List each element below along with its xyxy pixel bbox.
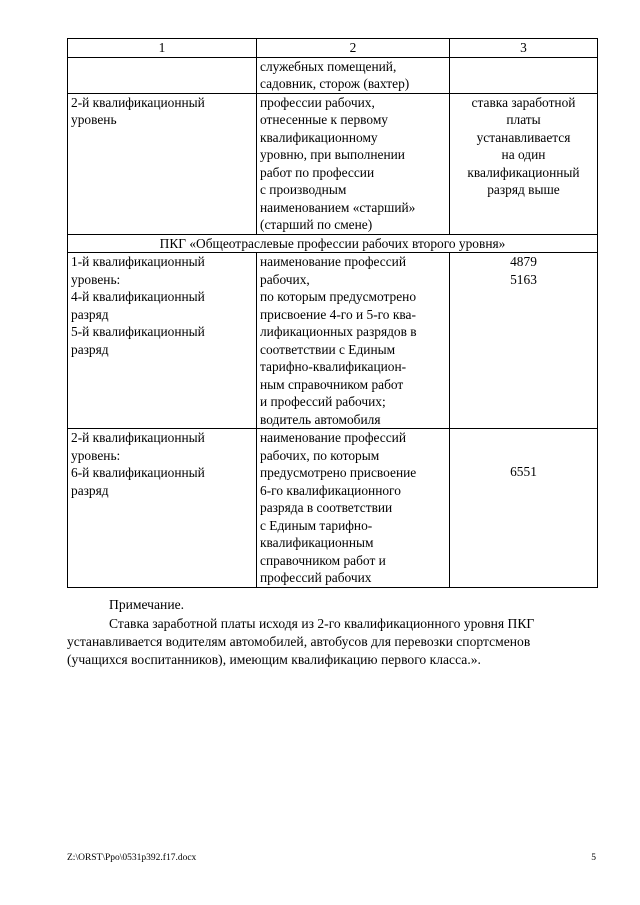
cell-line: 2-й квалификационный	[71, 94, 205, 110]
cell-line: 6-го квалификационного	[260, 482, 401, 498]
salary-value: 4879	[510, 254, 537, 269]
group-title-row	[68, 234, 598, 253]
salary-cell	[450, 253, 598, 429]
cell-line: разряд	[71, 482, 109, 498]
profession-cell	[257, 253, 450, 429]
note-title: Примечание.	[109, 597, 185, 612]
cell-line: служебных помещений,	[260, 58, 397, 74]
cell-line: садовник, сторож (вахтер)	[260, 76, 410, 91]
cell-line: разряда в соответствии	[260, 500, 393, 515]
cell-line: справочником работ и	[260, 552, 386, 568]
cell-line: присвоение 4-го и 5-го ква-	[260, 306, 416, 322]
cell-line: 6-й квалификационный	[71, 465, 205, 480]
profession-cell	[257, 93, 450, 234]
cell-line: профессий рабочих	[260, 570, 372, 585]
cell-line: квалификационным	[260, 535, 374, 550]
cell-line: лификационных разрядов в	[260, 324, 417, 339]
cell-line: предусмотрено присвоение	[260, 465, 417, 480]
level-cell	[68, 93, 257, 234]
header-cell: 2	[257, 39, 450, 58]
cell-line: с Единым тарифно-	[260, 517, 373, 533]
cell-line: (старший по смене)	[260, 217, 373, 232]
cell-line: 2-й квалификационный	[71, 430, 205, 445]
header-cell: 1	[68, 39, 257, 58]
cell-line: рабочих, по которым	[260, 447, 380, 463]
cell-line: квалификационный	[467, 164, 580, 180]
level-cell	[68, 57, 257, 93]
table-row	[68, 253, 598, 429]
cell-line: устанавливается	[476, 129, 571, 145]
cell-line: профессии рабочих,	[260, 94, 375, 110]
salary-cell	[450, 93, 598, 234]
cell-line: тарифно-квалификацион-	[260, 359, 407, 374]
salary-value: 5163	[510, 271, 537, 287]
note-line: устанавливается водителям автомобилей, автобусов для перевозки спортсменов	[67, 634, 531, 649]
cell-line: с производным	[260, 182, 347, 197]
cell-line: и профессий рабочих;	[260, 394, 386, 409]
header-cell: 3	[450, 39, 598, 58]
footer-file-path: Z:\ORST\Ppo\0531p392.f17.docx	[67, 853, 197, 863]
cell-line: по которым предусмотрено	[260, 289, 417, 304]
cell-line: отнесенные к первому	[260, 112, 388, 127]
group-title: ПКГ «Общеотраслевые профессии рабочих второго уровня»	[68, 234, 598, 253]
level-cell	[68, 253, 257, 429]
cell-line: наименованием «старший»	[260, 199, 416, 215]
level-cell	[68, 429, 257, 588]
cell-line: уровень	[71, 112, 117, 127]
cell-line: 1-й квалификационный	[71, 254, 205, 269]
cell-line: квалификационному	[260, 129, 378, 145]
cell-line: ставка заработной	[471, 94, 576, 110]
table-row	[68, 93, 598, 234]
profession-cell	[257, 57, 450, 93]
cell-line: уровень:	[71, 447, 121, 463]
cell-line: работ по профессии	[260, 164, 375, 180]
cell-line: соответствии с Единым	[260, 341, 396, 357]
cell-line: 4-й квалификационный	[71, 289, 205, 304]
cell-line: уровню, при выполнении	[260, 147, 405, 162]
cell-line: разряд	[71, 306, 109, 322]
profession-cell	[257, 429, 450, 588]
table-header-row	[68, 39, 598, 58]
salary-cell	[450, 429, 598, 588]
page-number: 5	[591, 853, 596, 863]
note-line: (учащихся воспитанников), имеющим квалификацию первого класса.».	[67, 652, 481, 667]
cell-line: разряд	[71, 341, 109, 357]
cell-line: платы	[506, 112, 541, 127]
salary-value: 6551	[510, 464, 537, 479]
cell-line: 5-й квалификационный	[71, 324, 205, 339]
cell-line: рабочих,	[260, 271, 310, 287]
salary-table	[67, 38, 598, 588]
cell-line: на один	[501, 147, 546, 162]
note-body	[67, 615, 597, 669]
note-line: Ставка заработной платы исходя из 2-го квалификационного уровня ПКГ	[109, 616, 535, 631]
cell-line: уровень:	[71, 271, 121, 287]
cell-line: водитель автомобиля	[260, 411, 381, 427]
salary-cell	[450, 57, 598, 93]
table-row	[68, 57, 598, 93]
cell-line: наименование профессий	[260, 430, 406, 445]
cell-line: ным справочником работ	[260, 376, 404, 392]
cell-line: наименование профессий	[260, 254, 406, 269]
table-row	[68, 429, 598, 588]
cell-line: разряд выше	[487, 182, 560, 197]
